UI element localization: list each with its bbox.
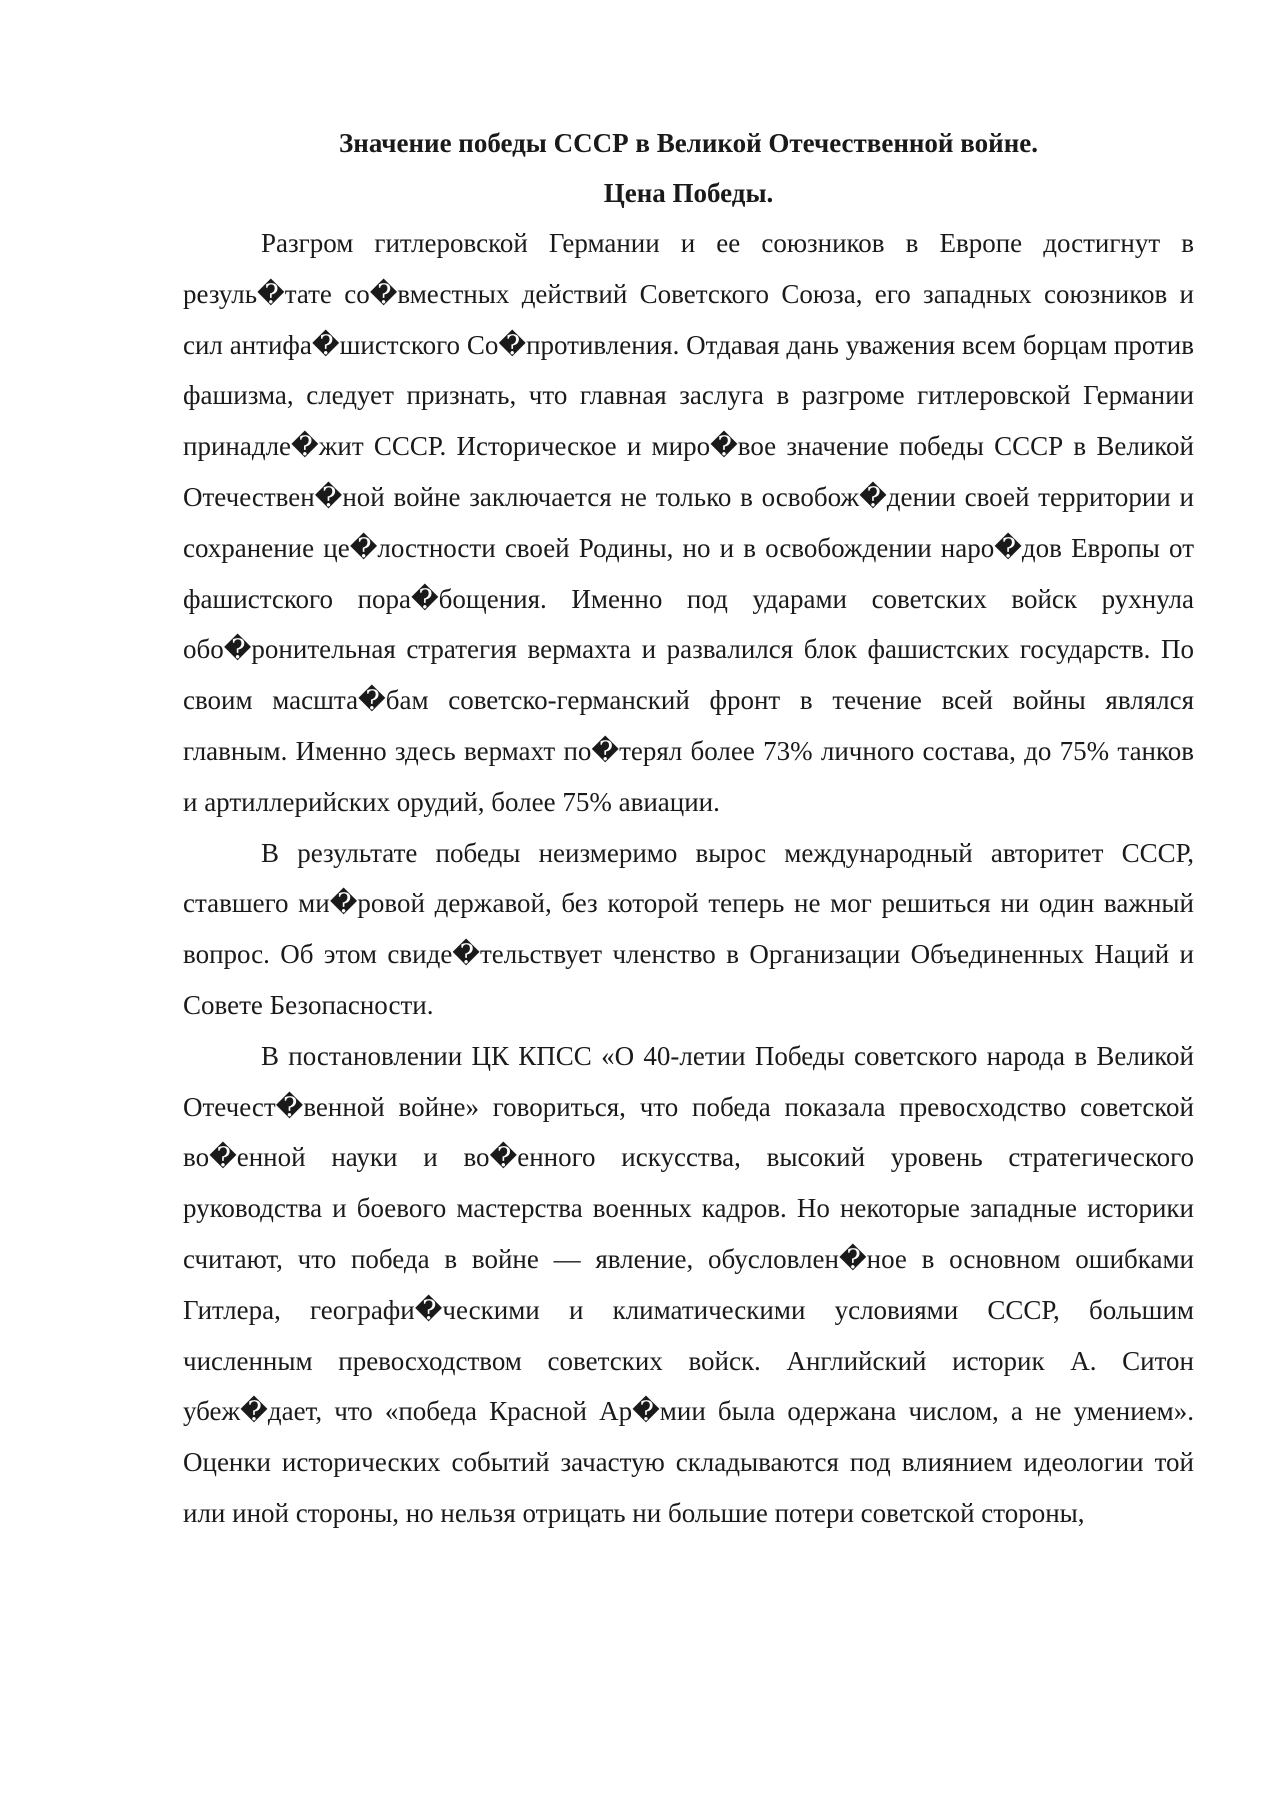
document-title: Значение победы СССР в Великой Отечественной войне. <box>339 128 1038 158</box>
document-page <box>183 118 1194 1539</box>
paragraph-3: В постановлении ЦК КПСС «О 40-летии Победы советского народа в Великой Отечест�венной войне» говориться, что победа показала превосходство советской во�енной науки и во�енного искусства, высокий уровень стратегического руководства и боевого мастерства военных кадров. Но некоторые западные историки считают, что победа в войне — явление, обусловлен�ное в основном ошибками Гитлера, географи�ческими и климатическими условиями СССР, большим численным превосходством советских войск. Английский историк А. Ситон убеж�дает, что «победа Красной Ар�мии была одержана числом, а не умением». Оценки исторических событий зачастую складываются под влиянием идеологии той или иной стороны, но нельзя отрицать ни большие потери советской стороны, <box>183 1040 1194 1528</box>
document-subtitle: Цена Победы. <box>603 178 774 208</box>
paragraph-2: В результате победы неизмеримо вырос международный авторитет СССР, ставшего ми�ровой державой, без которой теперь не мог решиться ни один важный вопрос. Об этом свиде�тельствует членство в Организации Объединенных Наций и Совете Безопасности. <box>183 837 1194 1020</box>
paragraph-1: Разгром гитлеровской Германии и ее союзников в Европе достигнут в резуль�тате со�вместных действий Советского Союза, его западных союзников и сил антифа�шистского Со�противления. Отдавая дань уважения всем борцам против фашизма, следует признать, что главная заслуга в разгроме гитлеровской Германии принадле�жит СССР. Историческое и миро�вое значение победы СССР в Великой Отечествен�ной войне заключается не только в освобож�дении своей территории и сохранение це�лостности своей Родины, но и в освобождении наро�дов Европы от фашистского пора�бощения. Именно под ударами советских войск рухнула обо�ронительная стратегия вермахта и развалился блок фашистских государств. По своим масшта�бам советско-германский фронт в течение всей войны являлся главным. Именно здесь вермахт по�терял более 73% личного состава, до 75% танков и артиллерийских орудий, более 75% авиации. <box>183 228 1194 817</box>
